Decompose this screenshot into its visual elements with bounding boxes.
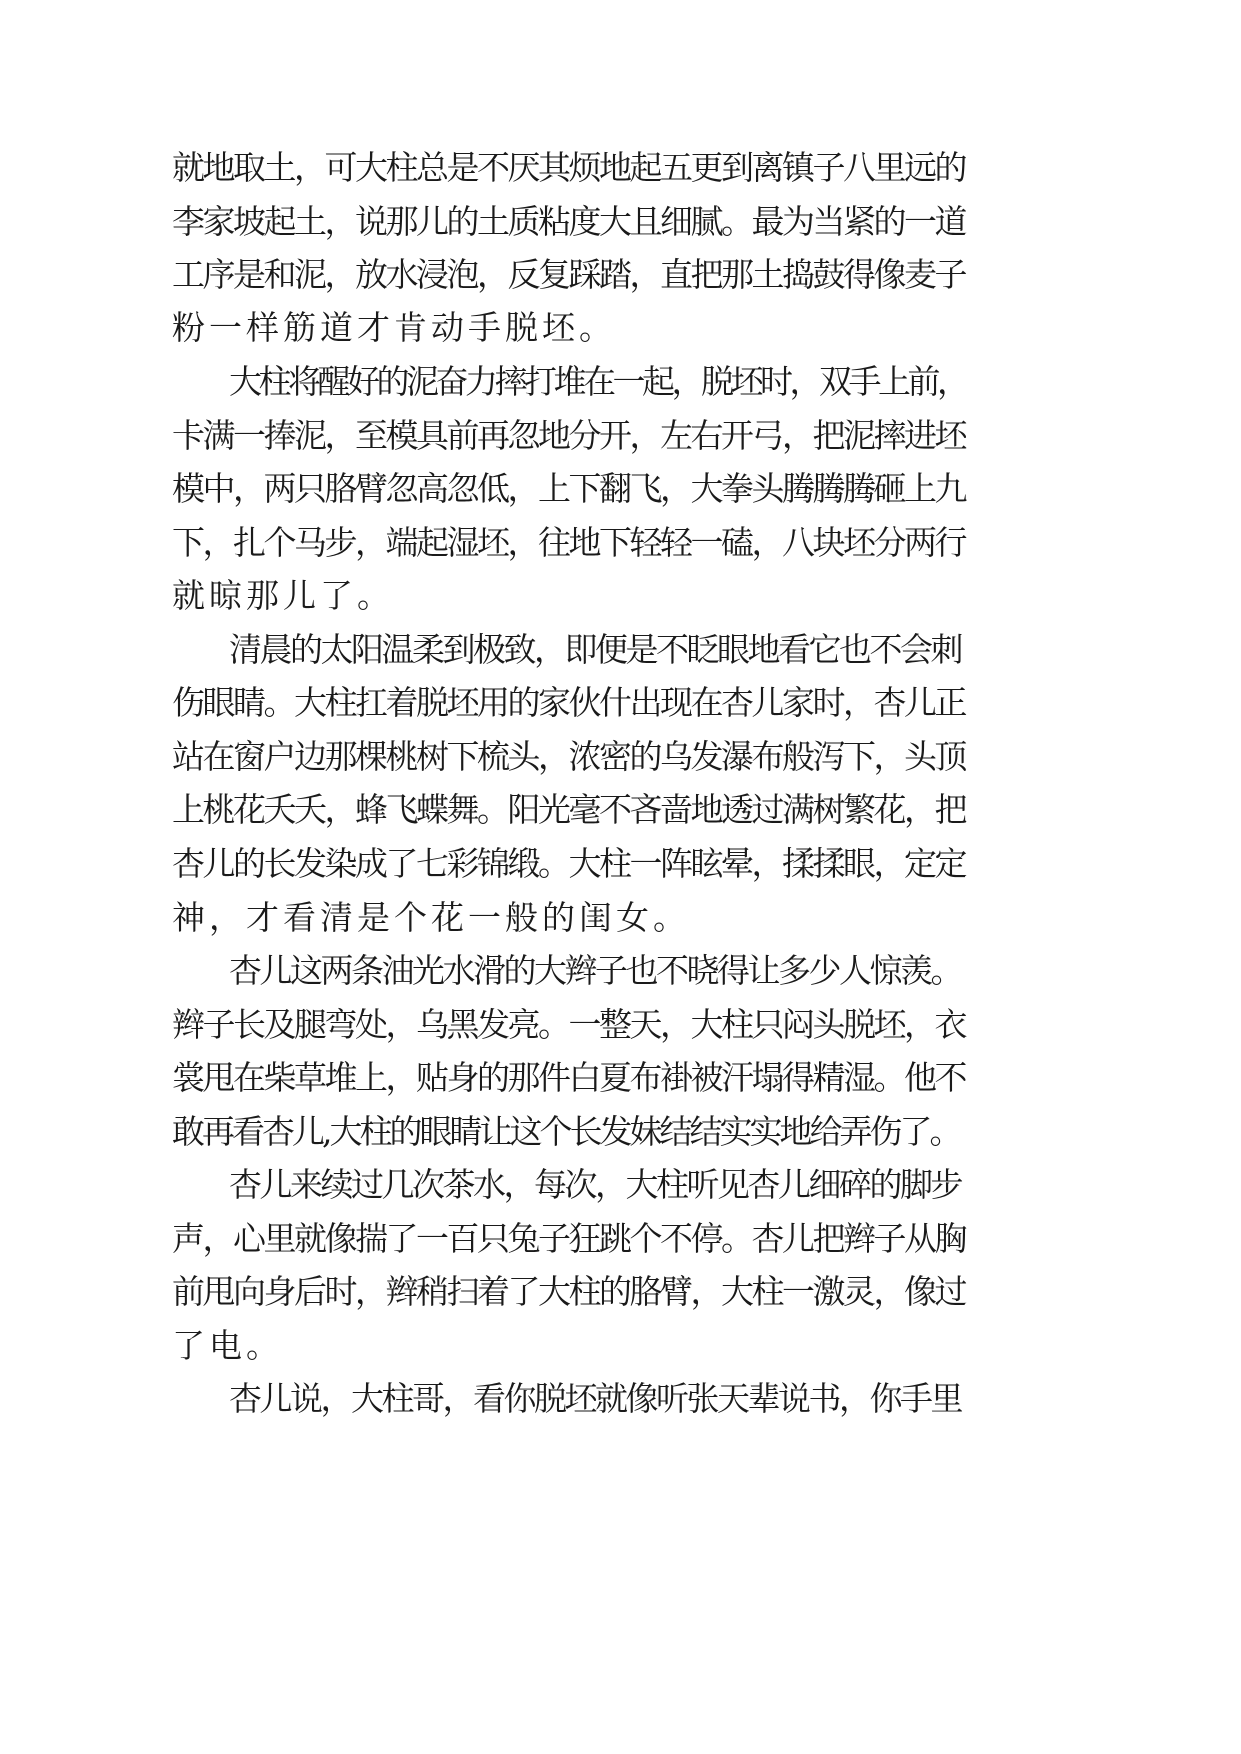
text-line: 前甩向身后时，辫稍扫着了大柱的胳臂，大柱一激灵，像过: [172, 1272, 965, 1311]
text-line: 下，扎个马步，端起湿坯，往地下轻轻一磕，八块坯分两行: [172, 523, 965, 562]
text-line: 粉一样筋道才肯动手脱坯。: [172, 308, 616, 347]
paragraph-first-line: 大柱将醒好的泥奋力摔打堆在一起，脱坯时，双手上前，: [229, 362, 967, 401]
text-line: 伤眼睛。大柱扛着脱坯用的家伙什出现在杏儿家时，杏儿正: [172, 683, 965, 722]
text-line: 就晾那儿了。: [172, 576, 394, 615]
text-line: 上桃花夭夭，蜂飞蝶舞。阳光毫不吝啬地透过满树繁花，把: [172, 790, 965, 829]
text-line: 工序是和泥，放水浸泡，反复踩踏，直把那土捣鼓得像麦子: [172, 255, 965, 294]
text-line: 了电。: [172, 1326, 283, 1365]
paragraph-first-line: 杏儿说，大柱哥，看你脱坯就像听张天辈说书，你手里: [229, 1379, 961, 1418]
paragraph-first-line: 杏儿这两条油光水滑的大辫子也不晓得让多少人惊羡。: [229, 951, 961, 990]
text-line: 杏儿的长发染成了七彩锦缎。大柱一阵眩晕，揉揉眼，定定: [172, 844, 965, 883]
text-line: 模中，两只胳臂忽高忽低，上下翻飞，大拳头腾腾腾砸上九: [172, 469, 965, 508]
text-line: 裳甩在柴草堆上，贴身的那件白夏布褂被汗塌得精湿。他不: [172, 1058, 965, 1097]
text-line: 声，心里就像揣了一百只兔子狂跳个不停。杏儿把辫子从胸: [172, 1219, 965, 1258]
paragraph-first-line: 杏儿来续过几次茶水，每次，大柱听见杏儿细碎的脚步: [229, 1165, 961, 1204]
text-line: 神，才看清是个花一般的闺女。: [172, 898, 690, 937]
text-line: 辫子长及腿弯处，乌黑发亮。一整天，大柱只闷头脱坯，衣: [172, 1005, 965, 1044]
text-line: 就地取土，可大柱总是不厌其烦地起五更到离镇子八里远的: [172, 148, 965, 187]
text-line: 敢再看杏儿,大柱的眼睛让这个长发妹结结实实地给弄伤了。: [172, 1112, 960, 1151]
paragraph-first-line: 清晨的太阳温柔到极致，即便是不眨眼地看它也不会刺: [229, 630, 961, 669]
text-line: 卡满一捧泥，至模具前再忽地分开，左右开弓，把泥摔进坯: [172, 416, 965, 455]
text-line: 站在窗户边那棵桃树下梳头，浓密的乌发瀑布般泻下，头顶: [172, 737, 965, 776]
text-line: 李家坡起土，说那儿的土质粘度大且细腻。最为当紧的一道: [172, 202, 965, 241]
